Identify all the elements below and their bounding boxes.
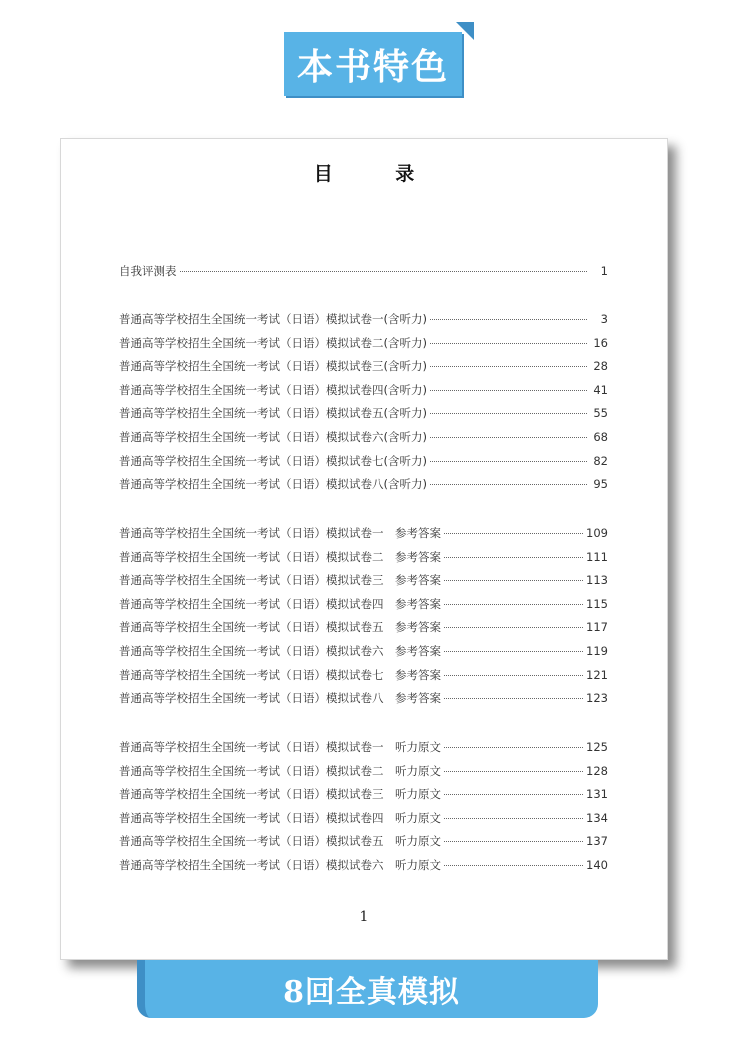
toc-entry-title: 普通高等学校招生全国统一考试（日语）模拟试卷二 听力原文 [119,763,441,778]
toc-entry-page: 115 [586,596,608,611]
toc-entry-page: 131 [586,787,608,802]
toc-entry-page: 109 [586,526,608,540]
toc-entry-title: 普通高等学校招生全国统一考试（日语）模拟试卷三 听力原文 [119,787,441,802]
toc-entry-title: 普通高等学校招生全国统一考试（日语）模拟试卷二(含听力) [119,335,427,350]
toc-leader-dots [444,865,583,866]
toc-entry-page: 3 [600,312,608,326]
toc-entry-page: 140 [586,857,608,872]
badge-body [284,32,462,96]
toc-entry [119,667,608,691]
toc-leader-dots [430,461,587,462]
toc-entry-title: 普通高等学校招生全国统一考试（日语）模拟试卷一(含听力) [119,312,427,326]
toc-leader-dots [430,484,587,485]
toc-leader-dots [430,437,587,438]
toc-entry [119,739,608,763]
toc-entry [119,833,608,857]
toc-entry-page: 117 [586,620,608,635]
toc-entry [119,690,608,714]
feature-badge [284,22,474,96]
toc-entry-title: 普通高等学校招生全国统一考试（日语）模拟试卷一 听力原文 [119,740,441,754]
toc-leader-dots [444,675,583,676]
badge-label: 本书特色 [296,46,449,88]
toc-entry-title: 普通高等学校招生全国统一考试（日语）模拟试卷一 参考答案 [119,526,441,540]
toc-entry [119,525,608,549]
page-number: 1 [359,909,369,925]
toc-entry-title: 自我评测表 [119,264,177,278]
toc-entry-title: 普通高等学校招生全国统一考试（日语）模拟试卷七 参考答案 [119,667,441,682]
toc-leader-dots [430,390,587,391]
toc-leader-dots [444,818,583,819]
toc-entry-page: 55 [593,406,608,421]
toc-leader-dots [430,343,587,344]
toc-leader-dots [444,627,583,628]
toc-entry-title: 普通高等学校招生全国统一考试（日语）模拟试卷六(含听力) [119,429,427,444]
toc-leader-dots [180,271,588,272]
toc-section-exams [119,311,608,500]
toc-entry-title: 普通高等学校招生全国统一考试（日语）模拟试卷三 参考答案 [119,573,441,588]
bottom-banner [137,960,598,1018]
toc-leader-dots [444,533,583,534]
toc-entry-page: 16 [593,335,608,350]
toc-entry-page: 123 [586,691,608,706]
toc-entry [119,596,608,620]
toc-entry-title: 普通高等学校招生全国统一考试（日语）模拟试卷八(含听力) [119,477,427,492]
toc-entry [119,429,608,453]
toc-entry-title: 普通高等学校招生全国统一考试（日语）模拟试卷六 参考答案 [119,643,441,658]
toc-leader-dots [444,698,583,699]
toc-entry-page: 134 [586,810,608,825]
toc-entry [119,311,608,335]
banner-label: 8回全真模拟 [283,975,460,1010]
page-title: 目 录 [313,163,443,185]
toc-leader-dots [430,413,587,414]
toc-entry-page: 28 [593,359,608,374]
toc-entry [119,810,608,834]
toc-leader-dots [444,557,583,558]
toc-section-listening [119,739,608,881]
toc-entry-page: 68 [593,429,608,444]
toc-entry [119,643,608,667]
toc-leader-dots [444,747,583,748]
toc-entry-title: 普通高等学校招生全国统一考试（日语）模拟试卷四(含听力) [119,382,427,397]
toc-entry-title: 普通高等学校招生全国统一考试（日语）模拟试卷八 参考答案 [119,691,441,706]
toc-section-self-eval [119,263,608,287]
toc-entry-title: 普通高等学校招生全国统一考试（日语）模拟试卷五(含听力) [119,406,427,421]
toc-entry [119,786,608,810]
toc-entry-title: 普通高等学校招生全国统一考试（日语）模拟试卷四 听力原文 [119,810,441,825]
toc-leader-dots [444,794,583,795]
toc-entry-page: 41 [593,382,608,397]
toc-section-answers [119,525,608,714]
toc-entry-page: 1 [600,264,608,278]
toc-entry-title: 普通高等学校招生全国统一考试（日语）模拟试卷五 听力原文 [119,834,441,849]
toc-entry-page: 82 [593,453,608,468]
toc-entry [119,763,608,787]
toc-entry [119,405,608,429]
toc-entry-page: 95 [593,477,608,492]
toc-entry-title: 普通高等学校招生全国统一考试（日语）模拟试卷六 听力原文 [119,857,441,872]
toc-entry [119,572,608,596]
toc-leader-dots [430,319,587,320]
toc-entry-title: 普通高等学校招生全国统一考试（日语）模拟试卷七(含听力) [119,453,427,468]
toc-entry-title: 普通高等学校招生全国统一考试（日语）模拟试卷五 参考答案 [119,620,441,635]
toc-entry [119,619,608,643]
toc-entry-page: 111 [586,549,608,564]
toc-entry-page: 137 [586,834,608,849]
toc-entry [119,453,608,477]
toc-leader-dots [430,366,587,367]
toc-entry [119,358,608,382]
toc-leader-dots [444,580,583,581]
toc-entry [119,263,608,287]
toc-entry-page: 119 [586,643,608,658]
toc-entry-title: 普通高等学校招生全国统一考试（日语）模拟试卷二 参考答案 [119,549,441,564]
toc-leader-dots [444,771,583,772]
toc-entry-page: 113 [586,573,608,588]
toc-entry [119,549,608,573]
toc-entry-title: 普通高等学校招生全国统一考试（日语）模拟试卷三(含听力) [119,359,427,374]
toc-entry-page: 121 [586,667,608,682]
toc-entry [119,857,608,881]
toc-entry [119,335,608,359]
toc-leader-dots [444,651,583,652]
toc-entry [119,476,608,500]
toc-leader-dots [444,841,583,842]
toc-entry-page: 128 [586,763,608,778]
toc-entry-page: 125 [586,740,608,754]
toc-entry-title: 普通高等学校招生全国统一考试（日语）模拟试卷四 参考答案 [119,596,441,611]
toc-leader-dots [444,604,583,605]
toc-entry [119,382,608,406]
toc-page [60,138,668,960]
